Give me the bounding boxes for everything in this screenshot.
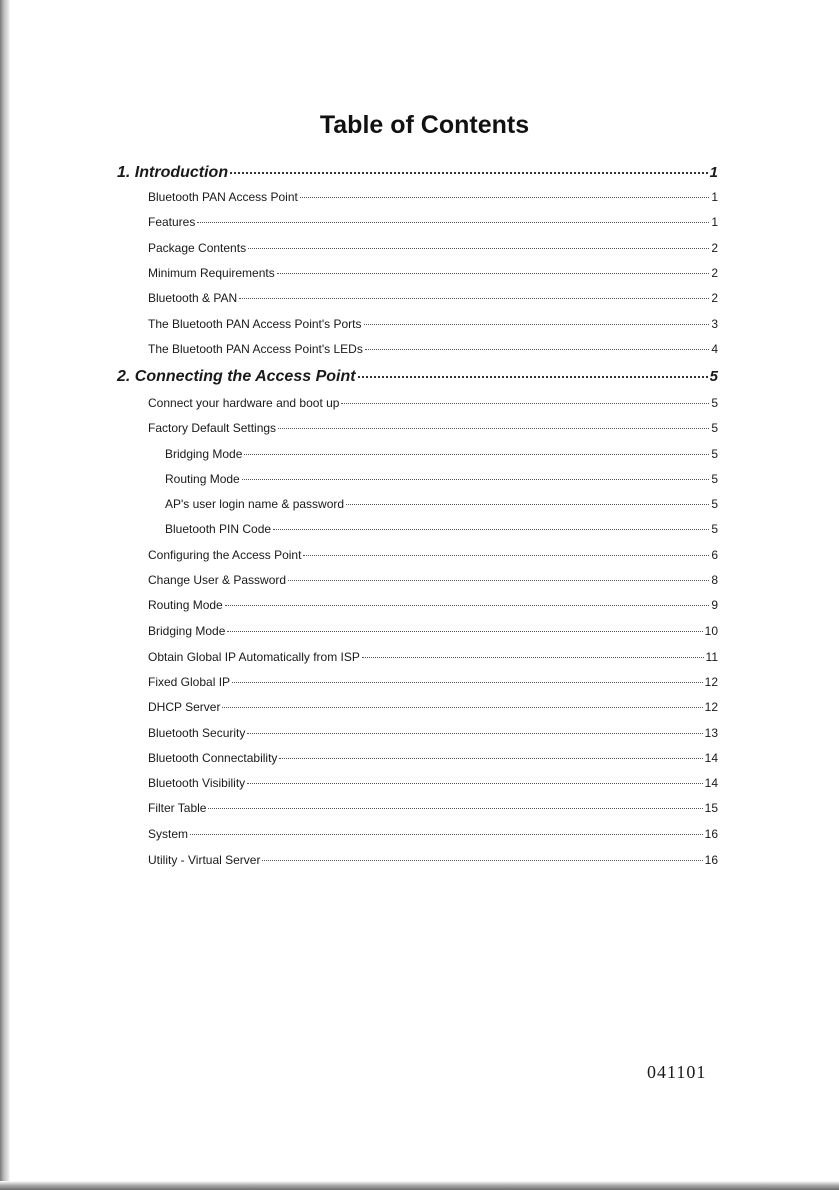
page-title: Table of Contents — [319, 111, 530, 139]
toc-leader-dots — [239, 298, 709, 299]
document-number: 041101 — [647, 1062, 707, 1082]
toc-entry[interactable] — [165, 522, 718, 536]
toc-entry-page-number: 6 — [711, 548, 718, 562]
toc-entry-label: The Bluetooth PAN Access Point's Ports — [148, 317, 362, 331]
toc-entry-label: Minimum Requirements — [148, 266, 275, 280]
toc-entry-label: Change User & Password — [148, 573, 287, 587]
toc-entry-label: DHCP Server — [148, 700, 221, 714]
toc-entry-label: 1. Introduction — [117, 164, 229, 181]
toc-entry[interactable] — [148, 396, 718, 410]
toc-entry-page-number: 16 — [704, 827, 718, 841]
toc-entry-page-number: 1 — [711, 215, 718, 229]
toc-entry-label: Bluetooth & PAN — [148, 291, 238, 305]
toc-leader-dots — [244, 454, 709, 455]
toc-entry-page-number: 5 — [709, 368, 718, 385]
toc-entry-page-number: 5 — [711, 421, 718, 435]
toc-leader-dots — [300, 197, 709, 198]
toc-leader-dots — [346, 504, 709, 505]
toc-entry-label: Routing Mode — [165, 472, 240, 486]
toc-entry[interactable] — [165, 472, 718, 486]
toc-entry[interactable] — [148, 421, 718, 435]
toc-entry-page-number: 5 — [711, 522, 718, 536]
toc-entry-page-number: 15 — [704, 801, 718, 815]
toc-entry-label: AP's user login name & password — [165, 497, 345, 511]
toc-entry[interactable] — [148, 291, 718, 305]
toc-entry-page-number: 9 — [711, 598, 718, 612]
toc-entry-page-number: 10 — [704, 624, 718, 638]
toc-entry-page-number: 2 — [711, 291, 718, 305]
toc-entry-label: Features — [148, 215, 196, 229]
toc-entry[interactable] — [148, 801, 718, 815]
toc-entry-label: Bridging Mode — [148, 624, 226, 638]
toc-leader-dots — [262, 860, 702, 861]
toc-entry-page-number: 8 — [711, 573, 718, 587]
toc-entry[interactable] — [148, 548, 718, 562]
toc-entry-label: 2. Connecting the Access Point — [117, 368, 356, 385]
toc-entry-label: Package Contents — [148, 241, 247, 255]
toc-leader-dots — [190, 834, 703, 835]
toc-entry[interactable] — [148, 266, 718, 280]
toc-entry[interactable] — [148, 726, 718, 740]
toc-leader-dots — [303, 555, 709, 556]
toc-entry-page-number: 13 — [704, 726, 718, 740]
toc-entry-label: Routing Mode — [148, 598, 223, 612]
toc-entry[interactable] — [148, 598, 718, 612]
toc-entry[interactable] — [148, 573, 718, 587]
toc-entry[interactable] — [148, 751, 718, 765]
toc-entry[interactable] — [117, 368, 718, 386]
toc-entry-page-number: 1 — [711, 190, 718, 204]
toc-entry-page-number: 4 — [711, 342, 718, 356]
toc-leader-dots — [365, 349, 709, 350]
toc-entry-page-number: 2 — [711, 241, 718, 255]
toc-entry-label: Connect your hardware and boot up — [148, 396, 340, 410]
toc-entry[interactable] — [165, 447, 718, 461]
toc-entry-label: Bluetooth PIN Code — [165, 522, 272, 536]
toc-leader-dots — [279, 758, 702, 759]
toc-leader-dots — [225, 605, 710, 606]
toc-entry-page-number: 1 — [709, 164, 718, 181]
toc-entry-label: Bridging Mode — [165, 447, 243, 461]
toc-entry-label: Filter Table — [148, 801, 207, 815]
toc-entry[interactable] — [117, 164, 718, 182]
toc-entry-label: Obtain Global IP Automatically from ISP — [148, 650, 360, 664]
toc-entry-page-number: 12 — [704, 675, 718, 689]
toc-leader-dots — [232, 682, 703, 683]
toc-leader-dots — [341, 403, 709, 404]
toc-entry[interactable] — [148, 317, 718, 331]
toc-entry[interactable] — [148, 675, 718, 689]
toc-entry-label: Bluetooth Visibility — [148, 776, 246, 790]
toc-entry-label: Bluetooth Security — [148, 726, 246, 740]
toc-leader-dots — [248, 248, 709, 249]
toc-leader-dots — [247, 733, 702, 734]
toc-entry-page-number: 5 — [711, 447, 718, 461]
toc-entry[interactable] — [148, 241, 718, 255]
toc-entry-label: Bluetooth PAN Access Point — [148, 190, 298, 204]
toc-leader-dots — [247, 783, 702, 784]
toc-entry-page-number: 5 — [711, 497, 718, 511]
toc-entry-page-number: 12 — [704, 700, 718, 714]
toc-entry[interactable] — [148, 776, 718, 790]
toc-entry-label: The Bluetooth PAN Access Point's LEDs — [148, 342, 363, 356]
toc-entry[interactable] — [165, 497, 718, 511]
toc-entry[interactable] — [148, 624, 718, 638]
toc-entry-page-number: 3 — [711, 317, 718, 331]
toc-entry-page-number: 14 — [704, 751, 718, 765]
toc-leader-dots — [273, 529, 709, 530]
toc-leader-dots — [358, 376, 708, 378]
toc-entry-page-number: 16 — [704, 853, 718, 867]
toc-leader-dots — [278, 428, 709, 429]
toc-leader-dots — [362, 657, 704, 658]
toc-entry-page-number: 5 — [711, 396, 718, 410]
toc-leader-dots — [242, 479, 710, 480]
toc-entry[interactable] — [148, 700, 718, 714]
toc-entry-label: System — [148, 827, 189, 841]
toc-leader-dots — [364, 324, 710, 325]
toc-entry-page-number: 11 — [705, 650, 718, 664]
toc-leader-dots — [197, 222, 709, 223]
toc-entry-page-number: 2 — [711, 266, 718, 280]
toc-leader-dots — [230, 172, 708, 174]
toc-entry-label: Configuring the Access Point — [148, 548, 302, 562]
toc-entry[interactable] — [148, 827, 718, 841]
toc-entry-page-number: 14 — [704, 776, 718, 790]
toc-entry[interactable] — [148, 342, 718, 356]
toc-leader-dots — [208, 808, 702, 809]
toc-leader-dots — [222, 707, 702, 708]
toc-entry-page-number: 5 — [711, 472, 718, 486]
toc-entry-label: Bluetooth Connectability — [148, 751, 278, 765]
toc-entry-label: Factory Default Settings — [148, 421, 277, 435]
toc-leader-dots — [277, 273, 710, 274]
toc-entry-label: Utility - Virtual Server — [148, 853, 261, 867]
toc-leader-dots — [227, 631, 702, 632]
toc-leader-dots — [288, 580, 709, 581]
toc-entry[interactable] — [148, 215, 718, 229]
toc-entry-label: Fixed Global IP — [148, 675, 231, 689]
toc-entry[interactable] — [148, 190, 718, 204]
toc-entry[interactable] — [148, 650, 718, 664]
toc-entry[interactable] — [148, 853, 718, 867]
